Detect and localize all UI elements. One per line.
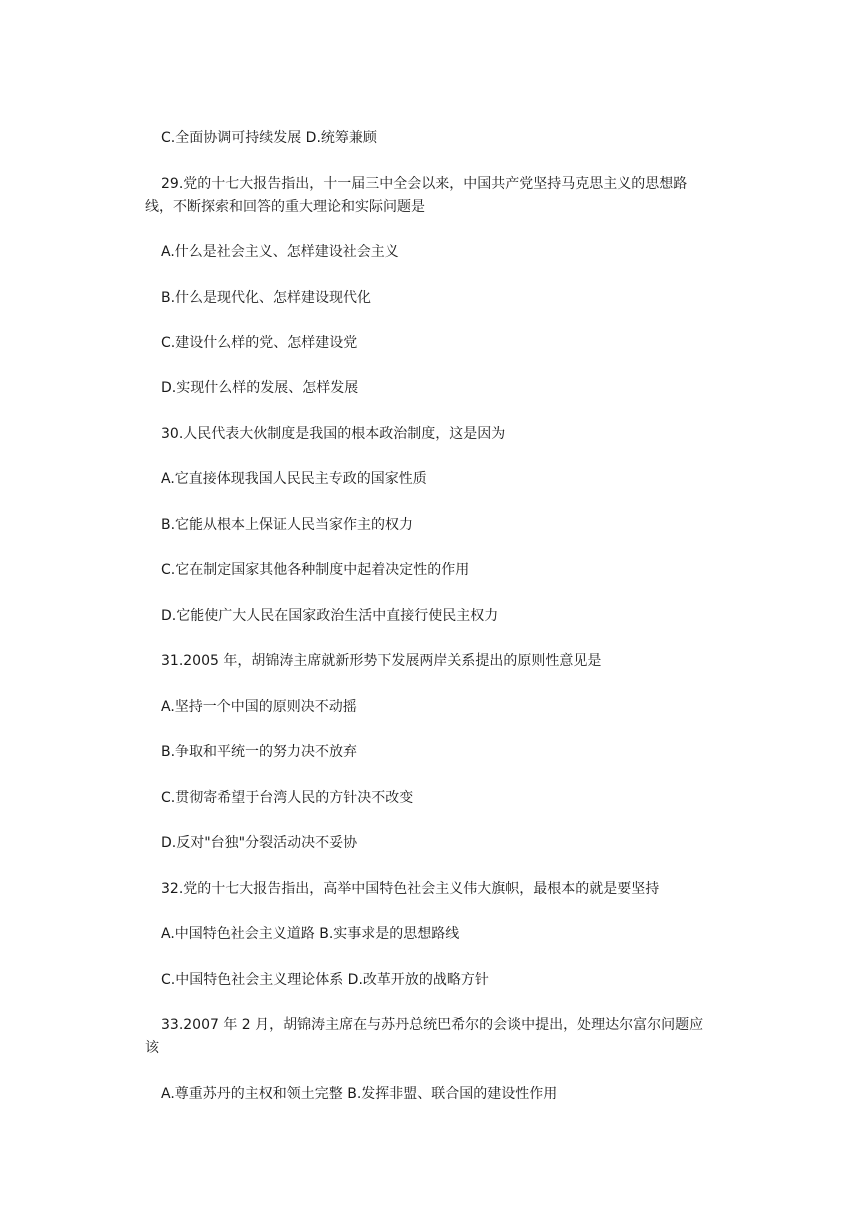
q30-option-b: B.它能从根本上保证人民当家作主的权力	[161, 517, 414, 533]
question-30-text: 30.人民代表大伙制度是我国的根本政治制度，这是因为	[161, 426, 506, 442]
q29-option-a: A.什么是社会主义、怎样建设社会主义	[161, 244, 399, 260]
q29-option-b: B.什么是现代化、怎样建设现代化	[161, 290, 372, 306]
q31-option-b: B.争取和平统一的努力决不放弃	[161, 744, 358, 760]
q31-option-a: A.坚持一个中国的原则决不动摇	[161, 699, 357, 715]
question-31-text: 31.2005 年，胡锦涛主席就新形势下发展两岸关系提出的原则性意见是	[161, 653, 602, 669]
q30-option-d: D.它能使广大人民在国家政治生活中直接行使民主权力	[161, 608, 499, 624]
q32-options-ab: A.中国特色社会主义道路 B.实事求是的思想路线	[161, 926, 460, 942]
question-33-continuation: 该	[145, 1040, 159, 1056]
q31-option-d: D.反对"台独"分裂活动决不妥协	[161, 835, 358, 851]
question-32-text: 32.党的十七大报告指出，高举中国特色社会主义伟大旗帜，最根本的就是要坚持	[161, 881, 660, 897]
q29-option-d: D.实现什么样的发展、怎样发展	[161, 380, 359, 396]
q31-option-c: C.贯彻寄希望于台湾人民的方针决不改变	[161, 790, 414, 806]
question-29-continuation: 线，不断探索和回答的重大理论和实际问题是	[145, 199, 425, 215]
q30-option-c: C.它在制定国家其他各种制度中起着决定性的作用	[161, 562, 470, 578]
q30-option-a: A.它直接体现我国人民民主专政的国家性质	[161, 471, 427, 487]
q32-options-cd: C.中国特色社会主义理论体系 D.改革开放的战略方针	[161, 972, 489, 988]
q29-option-c: C.建设什么样的党、怎样建设党	[161, 335, 358, 351]
question-29-text: 29.党的十七大报告指出，十一届三中全会以来，中国共产党坚持马克思主义的思想路	[161, 176, 688, 192]
question-33-text: 33.2007 年 2 月，胡锦涛主席在与苏丹总统巴希尔的会谈中提出，处理达尔富尔问题应	[161, 1017, 704, 1033]
q33-options-ab: A.尊重苏丹的主权和领土完整 B.发挥非盟、联合国的建设性作用	[161, 1086, 558, 1102]
answer-option-line: C.全面协调可持续发展 D.统筹兼顾	[161, 130, 377, 146]
